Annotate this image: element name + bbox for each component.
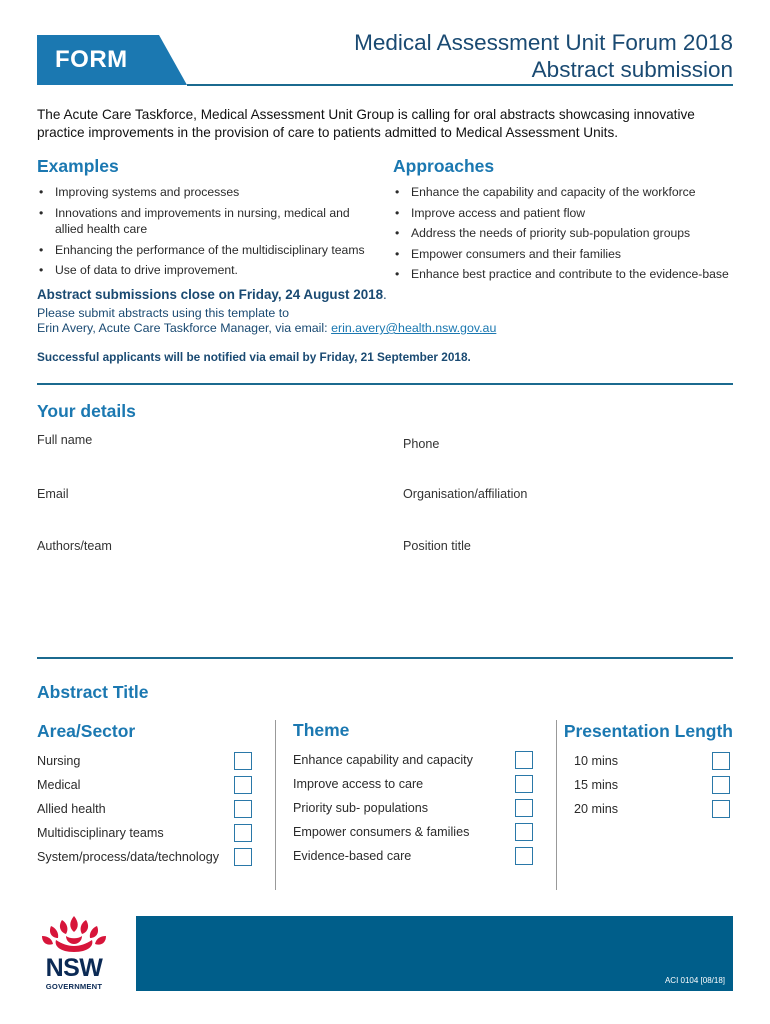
option-label: Multidisciplinary teams bbox=[37, 826, 164, 840]
option-system bbox=[37, 848, 252, 872]
option-label: Empower consumers & families bbox=[293, 825, 470, 839]
contact-prefix: Erin Avery, Acute Care Taskforce Manager, via email: bbox=[37, 321, 332, 335]
option-label: 10 mins bbox=[574, 754, 619, 768]
list-item: • Enhance the capability and capacity of the workforce bbox=[393, 184, 738, 201]
option-evidence bbox=[293, 847, 533, 871]
priority-checkbox[interactable] bbox=[515, 799, 533, 817]
option-empower bbox=[293, 823, 533, 847]
option-multidisciplinary bbox=[37, 824, 252, 848]
column-divider bbox=[556, 720, 557, 890]
your-details-heading: Your details bbox=[37, 401, 136, 421]
area-sector-options bbox=[37, 752, 252, 872]
20-mins-checkbox[interactable] bbox=[712, 800, 730, 818]
list-item: • Empower consumers and their families bbox=[393, 246, 738, 263]
position-title-field[interactable]: Position title bbox=[403, 539, 471, 553]
presentation-length-options bbox=[574, 752, 731, 824]
document-subtitle: Abstract submission bbox=[531, 57, 733, 82]
option-medical bbox=[37, 776, 252, 800]
submit-contact bbox=[37, 321, 496, 335]
medical-checkbox[interactable] bbox=[234, 776, 252, 794]
list-item: • Innovations and improvements in nursing, medical and allied health care bbox=[37, 205, 367, 238]
deadline-text bbox=[37, 287, 387, 302]
area-sector-heading: Area/Sector bbox=[37, 721, 136, 741]
column-divider bbox=[275, 720, 276, 890]
list-item: • Address the needs of priority sub-population groups bbox=[393, 225, 738, 242]
form-label: FORM bbox=[55, 46, 128, 73]
examples-list bbox=[37, 184, 367, 283]
option-label: Nursing bbox=[37, 754, 81, 768]
abstract-title-heading: Abstract Title bbox=[37, 682, 149, 702]
option-label: Enhance capability and capacity bbox=[293, 753, 473, 767]
government-logo-text: GOVERNMENT bbox=[45, 982, 103, 991]
option-capability bbox=[293, 751, 533, 775]
header-divider bbox=[187, 84, 733, 86]
15-mins-checkbox[interactable] bbox=[712, 776, 730, 794]
section-divider bbox=[37, 383, 733, 385]
contact-email-link[interactable]: erin.avery@health.nsw.gov.au bbox=[331, 321, 497, 335]
authors-field[interactable]: Authors/team bbox=[37, 539, 112, 553]
list-item: • Use of data to drive improvement. bbox=[37, 262, 367, 279]
presentation-length-heading: Presentation Length bbox=[563, 721, 733, 741]
option-label: Evidence-based care bbox=[293, 849, 412, 863]
allied-health-checkbox[interactable] bbox=[234, 800, 252, 818]
option-label: 20 mins bbox=[574, 802, 619, 816]
10-mins-checkbox[interactable] bbox=[712, 752, 730, 770]
footer-bar bbox=[136, 916, 733, 991]
option-15-mins bbox=[574, 776, 731, 800]
theme-options bbox=[293, 751, 533, 871]
option-allied-health bbox=[37, 800, 252, 824]
document-code: ACI 0104 [08/18] bbox=[664, 976, 725, 985]
option-10-mins bbox=[574, 752, 731, 776]
submit-instructions: Please submit abstracts using this template to bbox=[37, 306, 290, 320]
examples-heading: Examples bbox=[37, 156, 119, 176]
option-label: Priority sub- populations bbox=[293, 801, 429, 815]
option-label: 15 mins bbox=[574, 778, 619, 792]
nursing-checkbox[interactable] bbox=[234, 752, 252, 770]
multidisciplinary-checkbox[interactable] bbox=[234, 824, 252, 842]
document-title: Medical Assessment Unit Forum 2018 bbox=[354, 30, 733, 55]
option-20-mins bbox=[574, 800, 731, 824]
approaches-list bbox=[393, 184, 738, 287]
option-label: System/process/data/technology bbox=[37, 850, 220, 864]
list-item: • Enhancing the performance of the multidisciplinary teams bbox=[37, 242, 367, 259]
option-label: Allied health bbox=[37, 802, 106, 816]
access-checkbox[interactable] bbox=[515, 775, 533, 793]
organisation-field[interactable]: Organisation/affiliation bbox=[403, 487, 528, 501]
list-item: • Improving systems and processes bbox=[37, 184, 367, 201]
deadline-period: . bbox=[383, 287, 387, 302]
list-item: • Improve access and patient flow bbox=[393, 205, 738, 222]
intro-paragraph: The Acute Care Taskforce, Medical Assessment Unit Group is calling for oral abstracts showcasing innovative practice improvements in the provision of care to patients admitted to Medical Assessment Units. bbox=[37, 107, 695, 140]
list-item: • Enhance best practice and contribute to the evidence-base bbox=[393, 266, 738, 283]
nsw-logo-text: NSW bbox=[45, 954, 103, 982]
full-name-field[interactable]: Full name bbox=[37, 433, 93, 447]
option-label: Improve access to care bbox=[293, 777, 424, 791]
system-checkbox[interactable] bbox=[234, 848, 252, 866]
section-divider bbox=[37, 657, 733, 659]
email-field[interactable]: Email bbox=[37, 487, 69, 501]
option-priority bbox=[293, 799, 533, 823]
notification-text: Successful applicants will be notified via email by Friday, 21 September 2018. bbox=[37, 350, 471, 364]
phone-field[interactable]: Phone bbox=[403, 437, 440, 451]
option-nursing bbox=[37, 752, 252, 776]
option-access bbox=[293, 775, 533, 799]
theme-heading: Theme bbox=[293, 720, 350, 740]
evidence-checkbox[interactable] bbox=[515, 847, 533, 865]
approaches-heading: Approaches bbox=[393, 156, 495, 176]
option-label: Medical bbox=[37, 778, 81, 792]
capability-checkbox[interactable] bbox=[515, 751, 533, 769]
empower-checkbox[interactable] bbox=[515, 823, 533, 841]
deadline-label: Abstract submissions close on Friday, 24 August 2018 bbox=[37, 287, 384, 302]
